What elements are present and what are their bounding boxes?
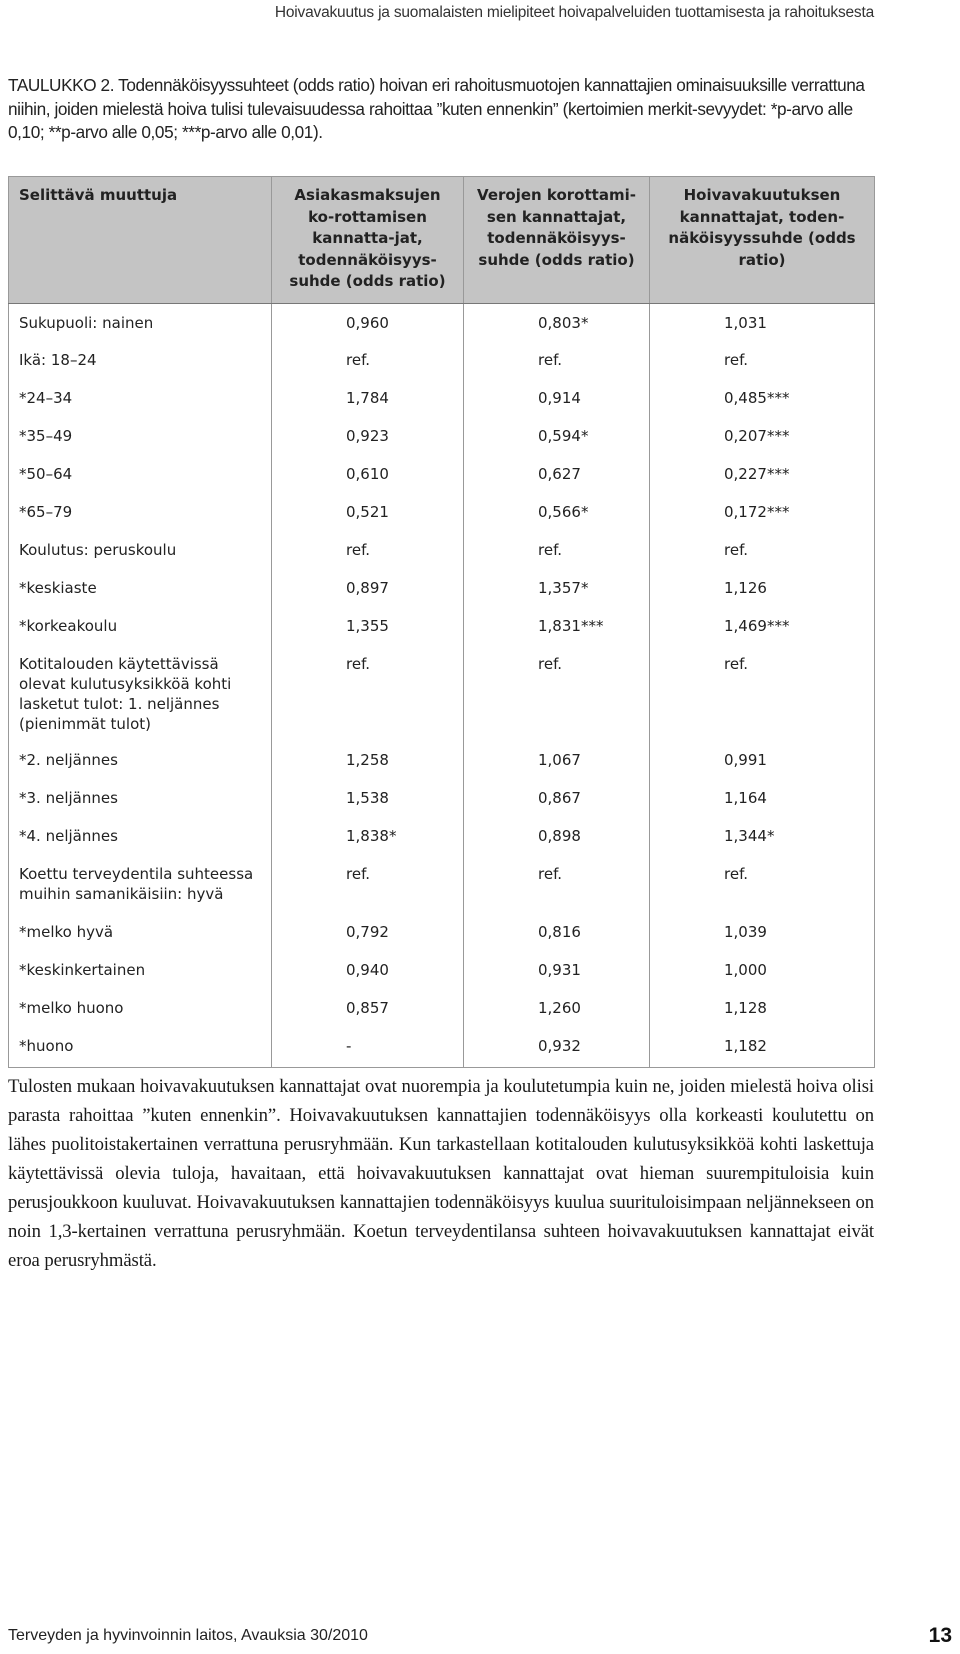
value-tax-increase: 0,803* (464, 303, 650, 341)
value-fee-increase: ref. (272, 341, 464, 379)
row-label: *3. neljännes (9, 779, 272, 817)
value-fee-increase: 1,784 (272, 379, 464, 417)
value-tax-increase: 0,898 (464, 817, 650, 855)
value-fee-increase: ref. (272, 855, 464, 913)
row-label: *keskiaste (9, 569, 272, 607)
value-care-insurance: 1,126 (650, 569, 875, 607)
value-care-insurance: ref. (650, 341, 875, 379)
value-fee-increase: 1,258 (272, 741, 464, 779)
header-cell-fee-increase: Asiakasmaksujen ko-rottamisen kannatta-jat, todennäköisyys-suhde (odds ratio) (272, 177, 464, 304)
row-label: *melko hyvä (9, 913, 272, 951)
header-cell-care-insurance: Hoivavakuutuksen kannattajat, toden-näköisyyssuhde (odds ratio) (650, 177, 875, 304)
value-fee-increase: 0,923 (272, 417, 464, 455)
running-header: Hoivavakuutus ja suomalaisten mielipiteet hoivapalveluiden tuottamisesta ja rahoituksesta (274, 4, 874, 21)
value-tax-increase: 0,931 (464, 951, 650, 989)
value-care-insurance: 0,485*** (650, 379, 875, 417)
value-tax-increase: ref. (464, 855, 650, 913)
table-row (9, 817, 875, 855)
value-care-insurance: ref. (650, 855, 875, 913)
value-care-insurance: 1,039 (650, 913, 875, 951)
odds-ratio-table (8, 176, 875, 1068)
value-fee-increase: 1,355 (272, 607, 464, 645)
value-fee-increase: 0,857 (272, 989, 464, 1027)
table-row (9, 303, 875, 341)
value-fee-increase: ref. (272, 645, 464, 741)
header-cell-tax-increase: Verojen korottami-sen kannattajat, todennäköisyys-suhde (odds ratio) (464, 177, 650, 304)
row-label: Kotitalouden käytettävissä olevat kulutusyksikköä kohti lasketut tulot: 1. neljännes (pienimmät tulot) (9, 645, 272, 741)
body-paragraph: Tulosten mukaan hoivavakuutuksen kannattajat ovat nuorempia ja koulutetumpia kuin ne, joiden mielestä hoiva olisi parasta rahoittaa ”kuten ennenkin”. Hoivavakuutuksen kannattajien todennäköisyys olla korkeasti koulutettu on lähes puolitoistakertainen verrattuna perusryhmään. Kun tarkastellaan kotitalouden kulutusyksikköä kohti laskettuja käytettävissä olevia tuloja, havaitaan, että hoivavakuutuksen kannattajat ovat hieman suurempituloisia kuin perusjoukkoon kuuluvat. Hoivavakuutuksen kannattajien todennäköisyys kuulua suurituloisimpaan neljännekseen on noin 1,3-kertainen verrattuna perusryhmään. Koetun terveydentilansa suhteen hoivavakuutuksen kannattajat eivät eroa perusryhmästä. (8, 1076, 874, 1271)
value-care-insurance: ref. (650, 531, 875, 569)
table-row (9, 569, 875, 607)
value-fee-increase: 1,838* (272, 817, 464, 855)
row-label: *2. neljännes (9, 741, 272, 779)
value-care-insurance: 1,000 (650, 951, 875, 989)
value-tax-increase: ref. (464, 531, 650, 569)
value-tax-increase: 0,867 (464, 779, 650, 817)
value-care-insurance: 0,991 (650, 741, 875, 779)
value-tax-increase: 0,932 (464, 1027, 650, 1067)
row-label: Koettu terveydentila suhteessa muihin samanikäisiin: hyvä (9, 855, 272, 913)
value-care-insurance: 1,469*** (650, 607, 875, 645)
table-row (9, 493, 875, 531)
value-fee-increase: 0,897 (272, 569, 464, 607)
value-fee-increase: 0,610 (272, 455, 464, 493)
value-fee-increase: ref. (272, 531, 464, 569)
table-row (9, 379, 875, 417)
row-label: Koulutus: peruskoulu (9, 531, 272, 569)
value-tax-increase: 0,627 (464, 455, 650, 493)
table-row (9, 1027, 875, 1067)
row-label: *huono (9, 1027, 272, 1067)
footer-publisher: Terveyden ja hyvinvoinnin laitos, Avauksia 30/2010 (8, 1627, 368, 1644)
table-row (9, 913, 875, 951)
value-care-insurance: 1,128 (650, 989, 875, 1027)
header-cell-variable: Selittävä muuttuja (9, 177, 272, 304)
row-label: *65–79 (9, 493, 272, 531)
value-care-insurance: ref. (650, 645, 875, 741)
table-row (9, 417, 875, 455)
value-fee-increase: 0,521 (272, 493, 464, 531)
value-care-insurance: 0,172*** (650, 493, 875, 531)
table-row (9, 989, 875, 1027)
value-care-insurance: 1,164 (650, 779, 875, 817)
page-number: 13 (928, 1624, 952, 1647)
table-row (9, 455, 875, 493)
row-label: *50–64 (9, 455, 272, 493)
table-row (9, 951, 875, 989)
table-header-row (9, 177, 875, 304)
row-label: Sukupuoli: nainen (9, 303, 272, 341)
table-row (9, 607, 875, 645)
value-care-insurance: 1,344* (650, 817, 875, 855)
value-tax-increase: 1,831*** (464, 607, 650, 645)
table-row (9, 779, 875, 817)
row-label: *4. neljännes (9, 817, 272, 855)
table-caption: TAULUKKO 2. Todennäköisyyssuhteet (odds ratio) hoivan eri rahoitusmuotojen kannattajien ominaisuuksille verrattuna niihin, joiden mielestä hoiva tulisi tulevaisuudessa rahoittaa ”kuten ennenkin” (kertoimien merkit-sevyydet: *p-arvo alle 0,10; **p-arvo alle 0,05; ***p-arvo alle 0,01). (8, 75, 865, 142)
table-row (9, 855, 875, 913)
value-fee-increase: 0,792 (272, 913, 464, 951)
value-tax-increase: 1,357* (464, 569, 650, 607)
table-row (9, 645, 875, 741)
value-fee-increase: 1,538 (272, 779, 464, 817)
row-label: *melko huono (9, 989, 272, 1027)
value-tax-increase: 0,914 (464, 379, 650, 417)
row-label: *keskinkertainen (9, 951, 272, 989)
table-row (9, 531, 875, 569)
row-label: *24–34 (9, 379, 272, 417)
value-care-insurance: 0,227*** (650, 455, 875, 493)
value-tax-increase: 0,566* (464, 493, 650, 531)
value-tax-increase: 1,067 (464, 741, 650, 779)
value-care-insurance: 1,182 (650, 1027, 875, 1067)
table-row (9, 341, 875, 379)
value-fee-increase: 0,960 (272, 303, 464, 341)
row-label: *35–49 (9, 417, 272, 455)
row-label: *korkeakoulu (9, 607, 272, 645)
value-fee-increase: 0,940 (272, 951, 464, 989)
value-tax-increase: ref. (464, 341, 650, 379)
row-label: Ikä: 18–24 (9, 341, 272, 379)
value-care-insurance: 0,207*** (650, 417, 875, 455)
value-tax-increase: 1,260 (464, 989, 650, 1027)
table-row (9, 741, 875, 779)
value-tax-increase: ref. (464, 645, 650, 741)
value-care-insurance: 1,031 (650, 303, 875, 341)
value-fee-increase: - (272, 1027, 464, 1067)
value-tax-increase: 0,816 (464, 913, 650, 951)
value-tax-increase: 0,594* (464, 417, 650, 455)
